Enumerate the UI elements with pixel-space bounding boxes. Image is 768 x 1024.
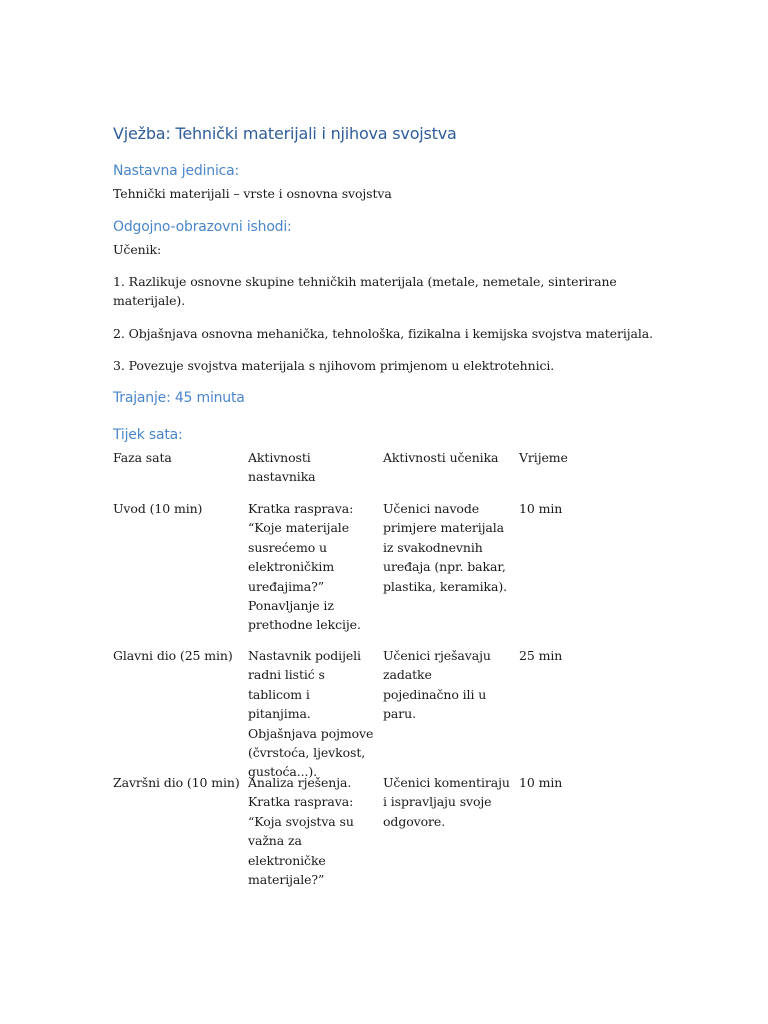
outcome-item-3: 3. Povezuje svojstva materijala s njihovom primjenom u elektrotehnici. — [113, 358, 555, 373]
header-teacher-activities: Aktivnosti nastavnika — [248, 450, 316, 485]
row-phase: Uvod (10 min) — [113, 501, 203, 516]
row-teacher: Analiza rješenja. Kratka rasprava: “Koja svojstva su važna za elektroničke materijale?” — [248, 775, 354, 888]
row-students: Učenici rješavaju zadatke pojedinačno ili u paru. — [383, 648, 491, 722]
row-time: 25 min — [519, 648, 563, 663]
row-teacher: Kratka rasprava: “Koje materijale susrećemo u elektroničkim uređajima?” Ponavljanje iz prethodne lekcije. — [248, 501, 361, 633]
unit-heading: Nastavna jedinica: — [113, 163, 240, 179]
outcomes-intro: Učenik: — [113, 242, 162, 257]
outcome-item-2: 2. Objašnjava osnovna mehanička, tehnološka, fizikalna i kemijska svojstva materijala. — [113, 326, 653, 341]
outcomes-heading: Odgojno-obrazovni ishodi: — [113, 219, 292, 235]
header-student-activities: Aktivnosti učenika — [383, 450, 499, 465]
row-phase: Glavni dio (25 min) — [113, 648, 233, 663]
outcome-item-1: 1. Razlikuje osnovne skupine tehničkih materijala (metale, nemetale, sinterirane materijale). — [113, 274, 617, 308]
row-time: 10 min — [519, 775, 563, 790]
row-students: Učenici navode primjere materijala iz svakodnevnih uređaja (npr. bakar, plastika, keramika). — [383, 501, 507, 594]
row-phase: Završni dio (10 min) — [113, 775, 240, 790]
row-time: 10 min — [519, 501, 563, 516]
header-phase: Faza sata — [113, 450, 172, 465]
row-teacher: Nastavnik podijeli radni listić s tablicom i pitanjima. Objašnjava pojmove (čvrstoća, ljevkost, gustoća...). — [248, 648, 374, 780]
lesson-heading: Tijek sata: — [113, 427, 183, 443]
header-time: Vrijeme — [519, 450, 568, 465]
unit-text: Tehnički materijali – vrste i osnovna svojstva — [113, 186, 392, 201]
duration-heading: Trajanje: 45 minuta — [113, 390, 245, 406]
document-title: Vježba: Tehnički materijali i njihova svojstva — [113, 124, 457, 143]
row-students: Učenici komentiraju i ispravljaju svoje odgovore. — [383, 775, 510, 829]
